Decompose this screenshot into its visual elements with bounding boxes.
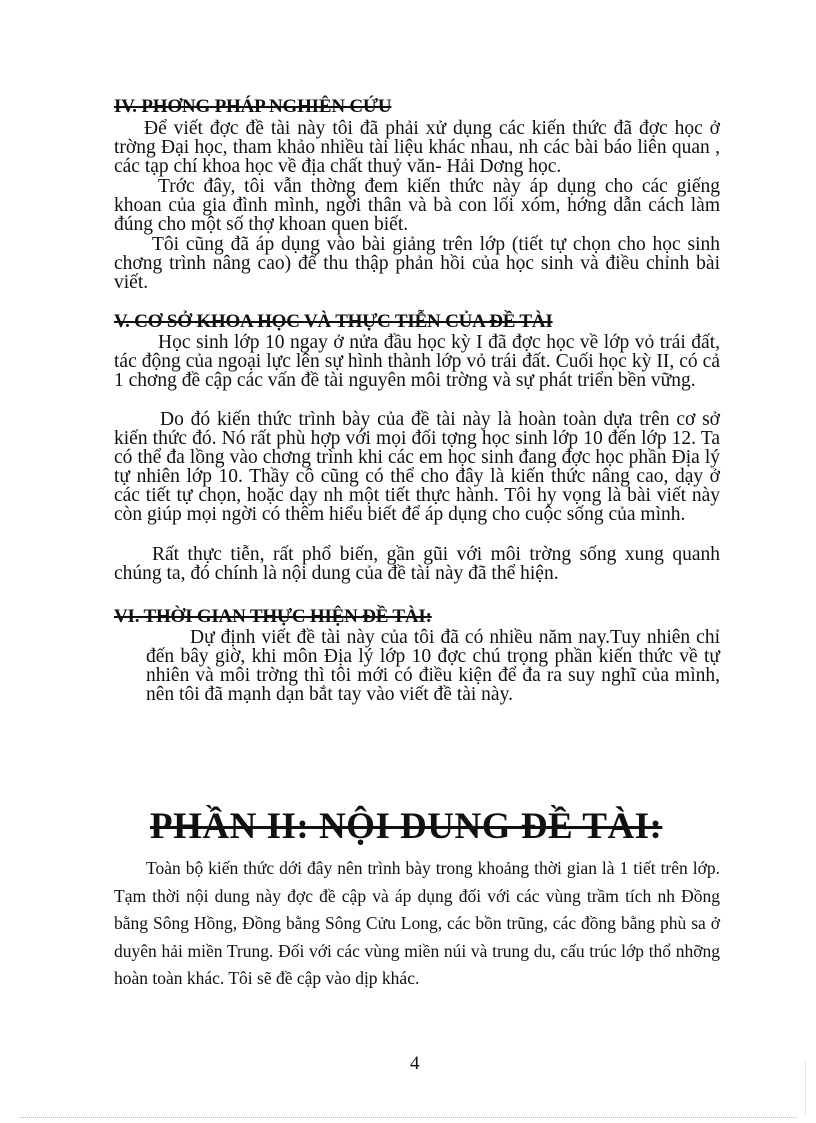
section-vi-heading: VI. THỜI GIAN THỰC HIỆN ĐỀ TÀI: bbox=[114, 606, 432, 627]
page-bottom-border bbox=[20, 1117, 796, 1118]
section-vi-paragraph: Dự định viết đề tài này của tôi đã có nhiều năm nay.Tuy nhiên chỉ đến bây giờ, khi môn Địa lý lớp 10 đợc chú trọng phần kiến thức về tự nhiên và môi trờng thì tôi mới có điều kiện để đa ra suy nghĩ của mình, nên tôi đã mạnh dạn bắt tay vào viết đề tài này. bbox=[146, 627, 720, 705]
section-iv-paragraph-2: Trớc đây, tôi vẫn thờng đem kiến thức này áp dụng cho các giếng khoan của gia đình mình, ngời thân và bà con lối xóm, hớng dẫn cách làm đúng cho một số thợ khoan quen biết. bbox=[114, 176, 720, 235]
section-v-heading: V. CƠ SỞ KHOA HỌC VÀ THỰC TIỄN CỦA ĐỀ TÀI bbox=[114, 311, 553, 332]
section-v-paragraph-3: Rất thực tiễn, rất phổ biến, gần gũi với môi trờng sống xung quanh chúng ta, đó chính là nội dung của đề tài này đã thể hiện. bbox=[114, 544, 720, 584]
section-iv-paragraph-3: Tôi cũng đã áp dụng vào bài giảng trên lớp (tiết tự chọn cho học sinh chơng trình nâng cao) để thu thập phản hồi của học sinh và điều chỉnh bài viết. bbox=[114, 234, 720, 293]
section-v-paragraph-2: Do đó kiến thức trình bày của đề tài này là hoàn toàn dựa trên cơ sở kiến thức đó. Nó rất phù hợp với mọi đối tợng học sinh lớp 10 đến lớp 12. Ta có thể đa lồng vào chơng trình khi các em học sinh đang đợc học phần Địa lý tự nhiên lớp 10. Thầy cô cũng có thể cho đây là kiến thức nâng cao, dạy ở các tiết tự chọn, hoặc dạy nh một tiết thực hành. Tôi hy vọng là bài viết này còn giúp mọi ngời có thêm hiểu biết để áp dụng cho cuộc sống của mình. bbox=[114, 409, 720, 525]
part-ii-title: PHẦN II: NỘI DUNG ĐỀ TÀI: bbox=[150, 806, 663, 847]
section-iv-heading: IV. PHƠNG PHÁP NGHIÊN CỨU bbox=[114, 96, 392, 117]
section-v-paragraph-1: Học sinh lớp 10 ngay ở nửa đầu học kỳ I đã đợc học về lớp vỏ trái đất, tác động của ngoại lực lên sự hình thành lớp vỏ trái đất. Cuối học kỳ II, có cả 1 chơng đề cập các vấn đề tài nguyên môi trờng và sự phát triển bền vững. bbox=[114, 332, 720, 391]
page-number: 4 bbox=[410, 1053, 420, 1074]
page-right-border bbox=[805, 1060, 806, 1115]
part-ii-paragraph: Toàn bộ kiến thức dới đây nên trình bày trong khoảng thời gian là 1 tiết trên lớp. Tạm thời nội dung này đợc đề cập và áp dụng đối với các vùng trầm tích nh Đồng bằng Sông Hồng, Đồng bằng Sông Cửu Long, các bồn trũng, các đồng bằng phù sa ở duyên hải miền Trung. Đối với các vùng miền núi và trung du, cấu trúc lớp thổ nhỡng hoàn toàn khác. Tôi sẽ đề cập vào dịp khác. bbox=[114, 858, 720, 988]
section-iv-paragraph-1: Để viết đợc đề tài này tôi đã phải xử dụng các kiến thức đã đợc học ở trờng Đại học, tham khảo nhiều tài liệu khác nhau, nh các bài báo liên quan , các tạp chí khoa học về địa chất thuỷ văn- Hải Dơng học. bbox=[114, 118, 720, 177]
